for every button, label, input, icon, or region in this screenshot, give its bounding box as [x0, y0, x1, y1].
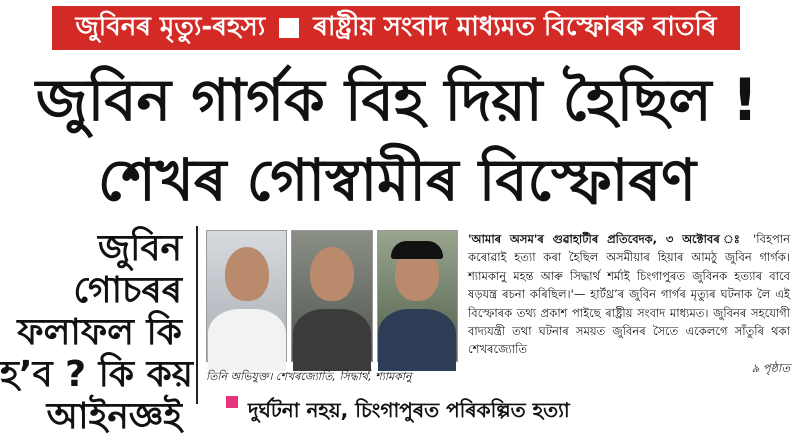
- article-body: 'বিহপান কৰোৱাই হত্যা কৰা হৈছিল অসমীয়াৰ হিয়াৰ আমঠু জুবিন গাৰ্গক। শ্যামকানু মহন্ত আৰু সিদ্ধাৰ্থ শৰ্মাই চিংগাপুৰত জুবিনক হত্যাৰ বাবে ষড়যন্ত্ৰ ৰচনা কৰিছিল।'— হাৰ্টথ্ৰ’ৰ জুবিন গাৰ্গৰ মৃত্যুৰ ঘটনাক লৈ এই বিস্ফোৰক তথ্য প্ৰকাশ পাইছে ৰাষ্ট্ৰীয় সংবাদ মাধ্যমত। জুবিনৰ সহযোগী বাদ্যযন্ত্ৰী তথা ঘটনাৰ সময়ত জুবিনৰ সৈতে একেলগে সাঁতুৰি থকা শেখৰজ্যোতি: [468, 232, 791, 357]
- continued-page-ref: ৯ পৃষ্ঠাত: [751, 360, 790, 375]
- bottom-headline-text: দুৰ্ঘটনা নহয়, চিংগাপুৰত পৰিকল্পিত হত্যা: [248, 398, 570, 422]
- article-dateline: 'আমাৰ অসম'ৰ গুৱাহাটীৰ প্ৰতিবেদক, ৩ অক্টোবৰ ঃ: [468, 232, 745, 246]
- person-icon: [225, 247, 269, 301]
- person-icon: [310, 247, 354, 301]
- banner-left-text: জুবিনৰ মৃত্যু-ৰহস্য: [75, 12, 266, 42]
- main-headline-line2: শেখৰ গোস্বামীৰ বিস্ফোৰণ: [97, 146, 697, 214]
- square-bullet-icon: [279, 18, 299, 38]
- side-headline-line: হ’ব ? কি কয়: [0, 354, 193, 395]
- side-headline-line: জুবিন: [97, 228, 182, 269]
- side-headline-line: ফলাফল কি: [17, 312, 182, 353]
- bottom-headline: [226, 396, 786, 422]
- accused-photos: [206, 230, 458, 362]
- pink-bullet-icon: [226, 396, 238, 408]
- side-headline: [0, 228, 193, 437]
- top-banner: [52, 6, 740, 50]
- side-headline-line: আইনজ্ঞই: [46, 396, 182, 437]
- banner-right-text: ৰাষ্ট্ৰীয় সংবাদ মাধ্যমত বিস্ফোৰক বাতৰি: [313, 12, 717, 42]
- article-text: [468, 230, 790, 377]
- photo-accused-2: [291, 230, 372, 362]
- main-headline-line1: জুবিন গাৰ্গক বিহ দিয়া হৈছিল !: [35, 66, 759, 134]
- cap-icon: [391, 241, 443, 259]
- photo-accused-1: [206, 230, 287, 362]
- photo-caption: তিনি অভিযুক্ত। শেখৰজ্যোতি, সিদ্ধাৰ্থ, শ্যামকানু: [206, 370, 412, 383]
- side-headline-line: গোচৰৰ: [73, 270, 182, 311]
- photo-accused-3: [377, 230, 458, 362]
- column-divider: [196, 226, 198, 404]
